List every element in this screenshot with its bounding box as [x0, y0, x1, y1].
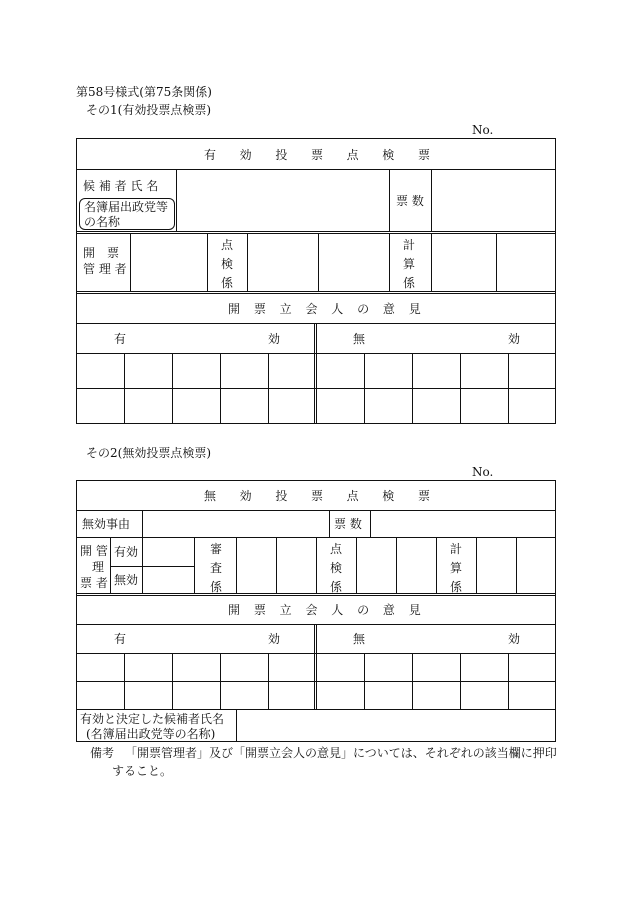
- section1-subtitle: その1(有効投票点検票): [86, 103, 211, 117]
- section2-invalid-left: 無: [353, 632, 366, 646]
- inspect-label-char: 点: [221, 238, 234, 252]
- manager-label-line2: 管 理 者: [83, 262, 127, 276]
- section2-opinion-title: 開 票 立 会 人 の 意 見: [228, 603, 426, 617]
- remarks-label: 備考: [90, 746, 115, 760]
- review-label-char: 査: [210, 561, 223, 575]
- inspect-label: [221, 238, 233, 290]
- calc-label-char: 計: [403, 238, 416, 252]
- table2-title-char: 票: [310, 489, 323, 503]
- section1-invalid-left: 無: [353, 332, 366, 346]
- section1-no-label: No.: [472, 123, 494, 137]
- table2-title-char: 無: [204, 489, 217, 503]
- section2-valid-left: 有: [114, 632, 127, 646]
- table1-title-char: 票: [310, 148, 323, 162]
- section2-manager-chars-1: 開 管: [80, 544, 108, 558]
- section2-calc-label-char: 計: [450, 542, 463, 556]
- review-label-char: 審: [210, 542, 223, 556]
- table2-title-char: 票: [417, 489, 430, 503]
- decided-candidate-label-line2: (名簿届出政党等の名称): [86, 727, 216, 741]
- review-label: [210, 542, 222, 594]
- table1-title: [204, 148, 430, 162]
- candidate-name-label: 候 補 者 氏 名: [83, 179, 159, 193]
- table2-title: [204, 489, 430, 503]
- table1-title-char: 点: [346, 148, 359, 162]
- table2-title-char: 検: [382, 489, 395, 503]
- section2-calc-label-char: 係: [450, 580, 463, 594]
- section2-inspect-label-char: 係: [330, 580, 343, 594]
- section2-inspect-label-char: 検: [330, 561, 343, 575]
- party-name-label-line2: の名称: [84, 215, 121, 229]
- party-name-label-line1: 名簿届出政党等: [84, 200, 169, 214]
- manager-label-line1: 開 票: [83, 246, 120, 260]
- section2-valid-right: 効: [268, 632, 281, 646]
- section1-valid-left: 有: [114, 332, 127, 346]
- table2-title-char: 投: [275, 489, 288, 503]
- section1-opinion-title: 開 票 立 会 人 の 意 見: [228, 302, 426, 316]
- decided-candidate-label-line1: 有効と決定した候補者氏名: [80, 712, 225, 726]
- section2-calc-label-char: 算: [450, 561, 463, 575]
- table1-title-char: 有: [204, 148, 217, 162]
- section2-votes-label: 票 数: [334, 517, 362, 531]
- invalid-row-label: 無効: [114, 573, 139, 587]
- calc-label-char: 係: [403, 276, 416, 290]
- section2-no-label: No.: [472, 465, 494, 479]
- calc-label: [403, 238, 415, 290]
- section2-subtitle: その2(無効投票点検票): [86, 446, 211, 460]
- section2-invalid-right: 効: [508, 632, 521, 646]
- section1-invalid-right: 効: [508, 332, 521, 346]
- form-title: 第58号様式(第75条関係): [76, 85, 212, 99]
- table2-title-char: 点: [346, 489, 359, 503]
- section2-inspect-label: [330, 542, 342, 594]
- remarks-line1: 「開票管理者」及び「開票立会人の意見」については、それぞれの該当欄に押印: [125, 746, 557, 760]
- review-label-char: 係: [210, 580, 223, 594]
- valid-row-label: 有効: [114, 545, 139, 559]
- table1-title-char: 投: [275, 148, 288, 162]
- section1-valid-right: 効: [268, 332, 281, 346]
- inspect-label-char: 係: [221, 276, 234, 290]
- invalid-reason-label: 無効事由: [82, 517, 131, 531]
- votes-label: 票 数: [396, 194, 424, 208]
- table1-title-char: 検: [382, 148, 395, 162]
- table1-title-char: 効: [239, 148, 252, 162]
- section2-calc-label: [450, 542, 462, 594]
- table2-title-char: 効: [239, 489, 252, 503]
- inspect-label-char: 検: [221, 257, 234, 271]
- section2-inspect-label-char: 点: [330, 542, 343, 556]
- section2-manager-char-2: 理: [92, 560, 105, 574]
- remarks-line2: すること。: [112, 764, 173, 778]
- table1-title-char: 票: [417, 148, 430, 162]
- section2-manager-chars-3: 票 者: [80, 576, 108, 590]
- calc-label-char: 算: [403, 257, 416, 271]
